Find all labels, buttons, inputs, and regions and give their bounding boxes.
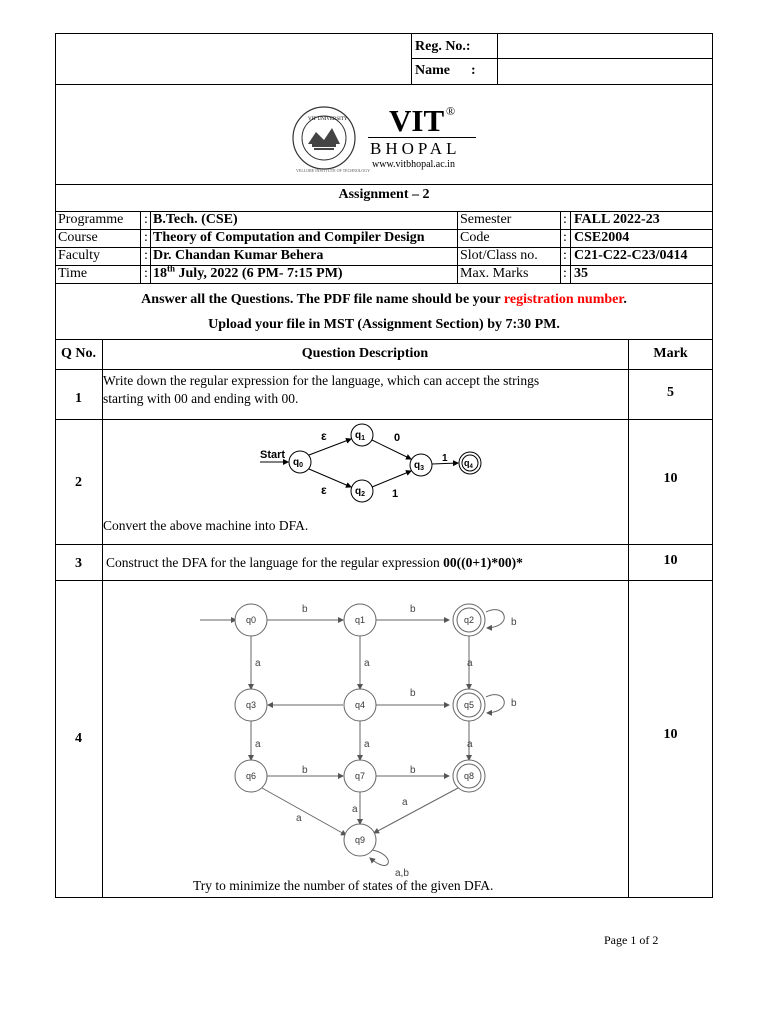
vit-logo-name: VIT	[389, 103, 445, 138]
seal-text: VELLORE INSTITUTE OF TECHNOLOGY	[296, 168, 371, 173]
registered-mark: ®	[446, 104, 456, 118]
colon: :	[563, 212, 567, 227]
reg-no-label: Reg. No.:	[415, 39, 471, 54]
q1-text-line2: starting with 00 and ending with 00.	[103, 391, 299, 406]
svg-text:a: a	[364, 739, 370, 750]
code-label: Code	[460, 230, 490, 245]
q2-mark: 10	[663, 471, 678, 486]
q3-text: Construct the DFA for the language for the regular expression 00((0+1)*00)*	[106, 555, 523, 570]
svg-text:q1: q1	[354, 615, 366, 625]
q2-text: Convert the above machine into DFA.	[103, 518, 309, 533]
semester-value: FALL 2022-23	[574, 212, 660, 227]
colon: :	[144, 266, 148, 281]
svg-text:q4: q4	[354, 700, 366, 710]
svg-text:ε: ε	[321, 483, 327, 497]
svg-text:b: b	[511, 617, 517, 628]
q1-text-line1: Write down the regular expression for the language, which can accept the strings	[103, 373, 540, 388]
svg-text:q3: $q_3$	[414, 460, 425, 472]
q3-regex: 00((0+1)*00)*	[443, 555, 523, 570]
code-value: CSE2004	[574, 230, 630, 245]
svg-text:a: a	[467, 739, 473, 750]
q4-dfa-diagram	[196, 592, 530, 878]
svg-text:q5: q5	[463, 700, 475, 710]
header-mark: Mark	[653, 346, 688, 361]
svg-text:b: b	[410, 765, 416, 776]
svg-text:0: 0	[394, 432, 401, 444]
seal-inner-text: VIT UNIVERSITY	[308, 117, 348, 122]
slot-label: Slot/Class no.	[460, 248, 538, 263]
q1-mark: 5	[667, 385, 674, 400]
svg-text:q3: q3	[245, 700, 257, 710]
svg-text:q0: $q_0$	[293, 457, 304, 469]
svg-text:a: a	[364, 658, 370, 669]
faculty-label: Faculty	[58, 248, 100, 263]
svg-text:b: b	[302, 604, 308, 615]
svg-text:a: a	[255, 739, 261, 750]
colon: :	[563, 266, 567, 281]
website-text: www.vitbhopal.ac.in	[372, 159, 455, 170]
svg-text:b: b	[302, 765, 308, 776]
svg-text:b: b	[410, 688, 416, 699]
colon: :	[144, 230, 148, 245]
programme-value: B.Tech. (CSE)	[153, 212, 238, 227]
semester-label: Semester	[460, 212, 512, 227]
svg-text:a: a	[255, 658, 261, 669]
marks-value: 35	[574, 266, 588, 281]
campus-name: BHOPAL	[370, 139, 461, 158]
q3-mark: 10	[663, 553, 678, 568]
programme-label: Programme	[58, 212, 124, 227]
name-colon: :	[471, 63, 476, 78]
instruction-line-1: Answer all the Questions. The PDF file name should be your registration number.	[141, 292, 627, 307]
svg-text:q2: q2	[463, 615, 475, 625]
colon: :	[563, 230, 567, 245]
svg-text:ε: ε	[321, 429, 327, 443]
svg-text:a: a	[402, 797, 408, 808]
svg-text:1: 1	[442, 453, 448, 464]
time-label: Time	[58, 266, 88, 281]
svg-text:q4: $q_4$	[464, 458, 473, 470]
start-label: Start	[260, 449, 286, 461]
marks-label: Max. Marks	[460, 266, 529, 281]
q1-number: 1	[75, 391, 82, 406]
svg-text:q8: q8	[463, 771, 475, 781]
reg-no-field[interactable]	[498, 34, 712, 57]
q2-nfa-diagram	[258, 421, 488, 503]
svg-text:q0: q0	[245, 615, 257, 625]
q3-number: 3	[75, 556, 82, 571]
page-number: Page 1 of 2	[604, 933, 659, 947]
slot-value: C21-C22-C23/0414	[574, 248, 688, 263]
name-label: Name	[415, 63, 450, 78]
colon: :	[563, 248, 567, 263]
svg-text:b: b	[511, 698, 517, 709]
svg-text:q1: $q_1$	[355, 430, 366, 442]
name-field[interactable]	[498, 59, 712, 83]
colon: :	[144, 212, 148, 227]
svg-text:1: 1	[392, 488, 399, 500]
time-value: 18th July, 2022 (6 PM- 7:15 PM)	[153, 263, 343, 281]
colon: :	[144, 248, 148, 263]
svg-text:b: b	[410, 604, 416, 615]
faculty-value: Dr. Chandan Kumar Behera	[153, 248, 324, 263]
course-value: Theory of Computation and Compiler Design	[153, 230, 425, 245]
svg-text:q7: q7	[354, 771, 366, 781]
vit-seal-logo	[286, 104, 362, 172]
svg-text:q2: $q_2$	[355, 486, 366, 498]
instruction-line-2: Upload your file in MST (Assignment Section) by 7:30 PM.	[208, 317, 560, 332]
q2-number: 2	[75, 475, 82, 490]
svg-text:a: a	[352, 804, 358, 815]
svg-text:a: a	[296, 813, 302, 824]
header-qno: Q No.	[61, 346, 96, 361]
header-description: Question Description	[301, 346, 429, 361]
svg-text:a: a	[467, 658, 473, 669]
svg-text:q6: q6	[245, 771, 257, 781]
q4-text: Try to minimize the number of states of the given DFA.	[193, 878, 494, 893]
q4-number: 4	[75, 731, 82, 746]
registration-number-highlight: registration number	[503, 292, 624, 307]
q4-mark: 10	[663, 727, 678, 742]
svg-text:a,b: a,b	[395, 868, 409, 878]
course-label: Course	[58, 230, 98, 245]
svg-text:q9: q9	[354, 835, 366, 845]
assignment-title: Assignment – 2	[338, 187, 430, 202]
